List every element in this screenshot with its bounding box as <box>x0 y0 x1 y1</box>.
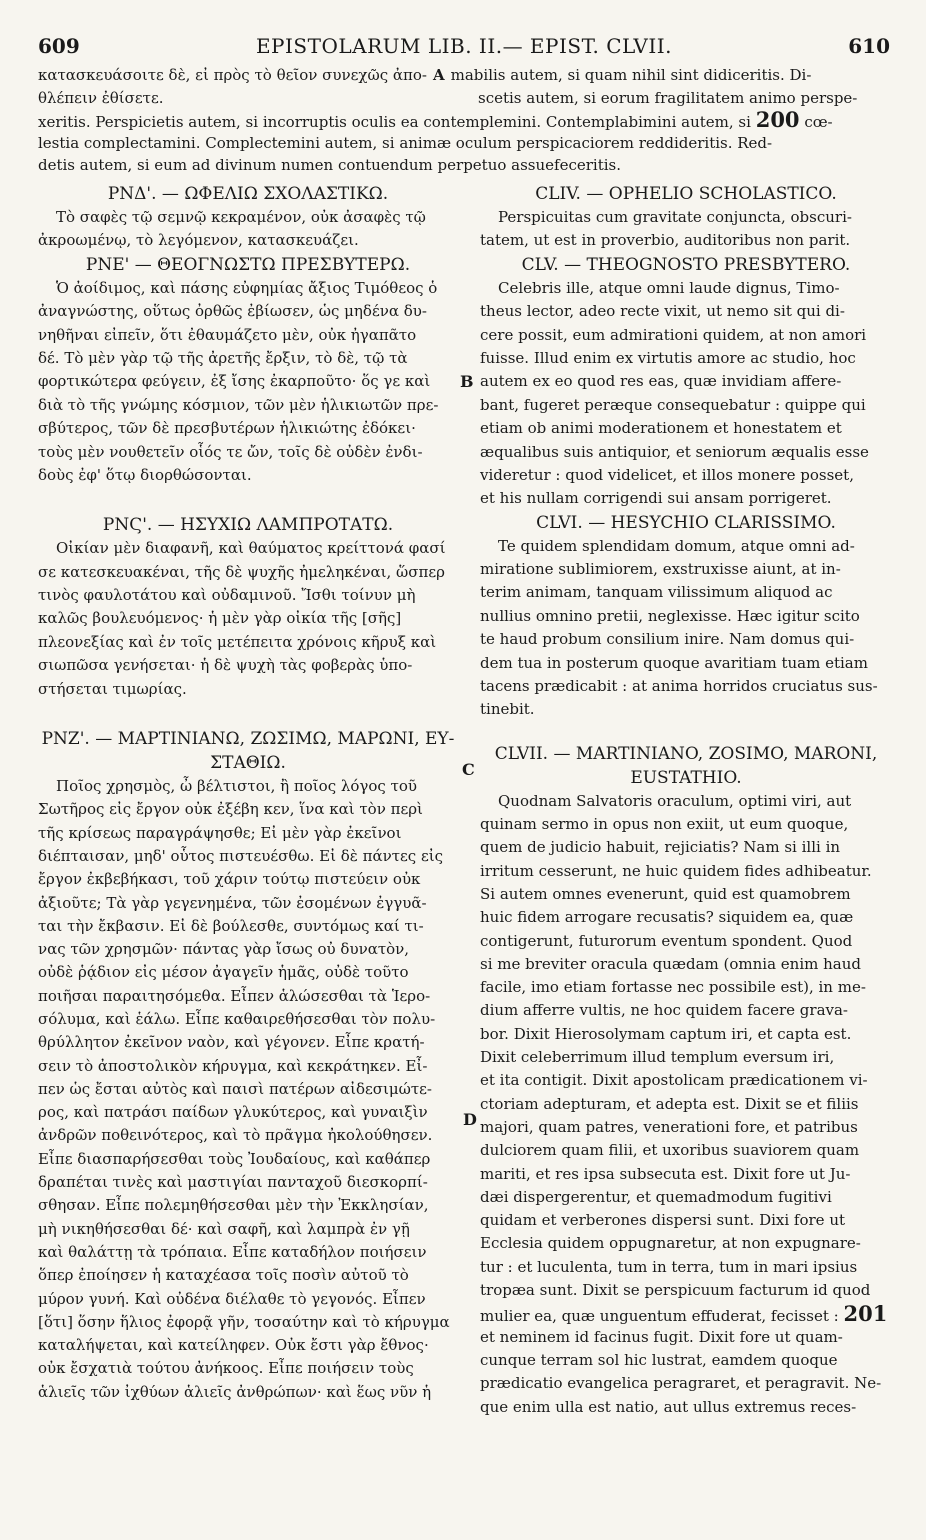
text-line: terim animam, tanquam vilissimum aliquod ac <box>480 583 833 602</box>
text-line: τῆς κρίσεως παραγράψησθε; Εἰ μὲν γὰρ ἐκεῖνοι <box>38 823 402 842</box>
text-line: cœ- <box>804 113 833 132</box>
text-line: dulciorem quam filii, et uxoribus suaviorem quam <box>480 1141 860 1160</box>
letter-heading-157-greek-cont: ΣΤΑΘΙΩ. <box>210 753 286 774</box>
text-line: νας τῶν χρησμῶν· πάντας γὰρ ἴσως οὐ δυνατὸν, <box>38 940 410 959</box>
text-line: καὶ θαλάττῃ τὰ τρόπαια. Εἶπε καταδήλον ποιήσειν <box>38 1242 427 1261</box>
letter-heading-155-latin: CLV. — THEOGNOSTO PRESBYTERO. <box>521 254 851 275</box>
text-line: θρύλλητον ἐκεῖνον ναὸν, καὶ γέγονεν. Εἶπε κρατή- <box>38 1033 425 1052</box>
text-line: detis autem, si eum ad divinum numen contuendum perpetuo assuefeceritis. <box>38 156 622 175</box>
text-line: οὐδὲ ῥᾴδιον εἰς μέσον ἀγαγεῖν ἡμᾶς, οὐδὲ τοῦτο <box>38 963 409 982</box>
text-line: lestia complectamini. Complectemini autem, si animæ oculum perspicaciorem reddideritis. Red- <box>38 133 773 152</box>
text-line: ὅπερ ἐποίησεν ἡ καταχέασα τοῖς ποσὶν αὐτοῦ τὸ <box>38 1266 409 1285</box>
text-line: videretur : quod videlicet, et illos monere posset, <box>480 465 854 484</box>
text-line: σιωπῶσα γενήσεται· ἡ δὲ ψυχὴ τὰς φοβερὰς ὑπο- <box>38 656 413 675</box>
text-line: scetis autem, si eorum fragilitatem animo perspe- <box>478 88 858 107</box>
text-line: quinam sermo in opus non exiit, ut eum quoque, <box>480 815 849 834</box>
text-line: καλῶς βουλευόμενος· ἡ μὲν γὰρ οἰκία τῆς [σῆς] <box>38 609 402 628</box>
text-line: στήσεται τιμωρίας. <box>38 679 187 698</box>
text-line: xeritis. Perspicietis autem, si incorruptis oculis ea contemplemini. Contemplabimini autem, si <box>38 113 751 132</box>
text-line: [ὅτι] ὅσην ἥλιος ἐφορᾷ γῆν, τοσαύτην καὶ τὸ κήρυγμα <box>38 1312 450 1331</box>
text-line: prædicatio evangelica peragraret, et peragravit. Ne- <box>480 1374 882 1393</box>
text-line: ἔργον ἐκβεβήκασι, τοῦ χάριν τούτῳ πιστεύειν οὐκ <box>38 870 421 889</box>
latin-column <box>480 182 892 1419</box>
text-line: bant, fugeret peræque consequebatur : quippe qui <box>480 395 866 414</box>
text-line: μύρον γυνή. Καὶ οὐδένα διέλαθε τὸ γεγονός. Εἶπεν <box>38 1289 426 1308</box>
text-line: Σωτῆρος εἰς ἔργον οὐκ ἐξέβη κεν, ἵνα καὶ τὸν περὶ <box>38 800 423 819</box>
text-line: facile, imo etiam fortasse nec possibile est), in me- <box>480 978 866 997</box>
text-line: quidam et verberones dispersi sunt. Dixi fore ut <box>480 1211 846 1230</box>
letter-heading-155-greek: ΡΝΕ' — ΘΕΟΓΝΩΣΤΩ ΠΡΕΣΒΥΤΕΡΩ. <box>85 254 411 275</box>
text-line: majori, quam patres, venerationi fore, et patribus <box>480 1117 858 1136</box>
text-line: quem de judicio habuit, rejiciatis? Nam si illi in <box>480 838 841 857</box>
text-line: ctoriam adepturam, et adepta est. Dixit se et filiis <box>480 1094 859 1113</box>
text-line: ποιῆσαι παραιτησόμεθα. Εἶπεν ἁλώσεσθαι τὰ Ἱερο- <box>38 986 431 1005</box>
text-line: Ὁ ἀοίδιμος, καὶ πάσης εὐφημίας ἄξιος Τιμόθεος ὁ <box>56 278 438 297</box>
greek-column <box>38 182 458 1404</box>
letter-heading-154-latin: CLIV. — OPHELIO SCHOLASTICO. <box>535 184 837 204</box>
text-line: nullius omnino pretii, neglexisse. Hæc igitur scito <box>480 606 860 625</box>
text-line: πεν ὡς ἔσται αὐτὸς καὶ παισὶ πατέρων αἰδεσιμώτε- <box>38 1079 432 1098</box>
text-line: miratione sublimiorem, exstruxisse aiunt, at in- <box>480 560 841 579</box>
text-line: δοὺς ἐφ' ὅτῳ διορθώσονται. <box>38 465 252 484</box>
text-line: et neminem id facinus fugit. Dixit fore ut quam- <box>480 1327 843 1346</box>
text-line: ἀκροωμένῳ, τὸ λεγόμενον, κατασκευάζει. <box>38 231 359 250</box>
text-line: irritum cesserunt, ne huic quidem fides adhibeatur. <box>480 861 872 880</box>
text-line: Ecclesia quidem oppugnaretur, at non expugnare- <box>480 1234 861 1253</box>
running-title: EPISTOLARUM LIB. II.— EPIST. CLVII. <box>255 34 673 58</box>
text-line: mulier ea, quæ unguentum effuderat, fecisset : <box>480 1307 839 1326</box>
text-line: δέ. Τὸ μὲν γὰρ τῷ τῆς ἀρετῆς ἔρξιν, τὸ δὲ, τῷ τὰ <box>38 348 408 367</box>
text-line: mariti, et res ipsa subsecuta est. Dixit fore ut Ju- <box>480 1164 851 1183</box>
text-line: Εἶπε διασπαρήσεσθαι τοὺς Ἰουδαίους, καὶ καθάπερ <box>38 1149 431 1168</box>
text-line: θλέπειν ἐθίσετε. <box>38 88 164 107</box>
text-line: κατασκευάσοιτε δὲ, εἰ πρὸς τὸ θεῖον συνεχῶς ἀπο- <box>38 66 427 84</box>
text-line: καταλήψεται, καὶ κατείληφεν. Οὐκ ἔστι γὰρ ἔθνος· <box>38 1336 429 1355</box>
text-line: πλεονεξίας καὶ ἐν τοῖς μετέπειτα χρόνοις κῆρυξ καὶ <box>38 632 437 651</box>
text-line: theus lector, adeo recte vixit, ut nemo sit qui di- <box>480 302 845 321</box>
text-line: Celebris ille, atque omni laude dignus, Timo- <box>498 278 840 297</box>
text-line: fuisse. Illud enim ex virtutis amore ac studio, hoc <box>480 348 856 367</box>
margin-marker-c: C <box>462 760 475 779</box>
text-line: σθησαν. Εἶπε πολεμηθήσεσθαι μὲν τὴν Ἐκκλησίαν, <box>38 1196 429 1215</box>
text-line: νηθῆναι εἰπεῖν, ὅτι ἐθαυμάζετο μὲν, οὐκ ἠγαπᾶτο <box>38 325 417 344</box>
column-number-201: 201 <box>843 1301 888 1327</box>
text-line: ται τὴν ἔκβασιν. Εἰ δὲ βούλεσθε, συντόμως καί τι- <box>38 916 424 935</box>
text-line: dium afferre vultis, ne hoc quidem facere grava- <box>480 1001 848 1020</box>
text-line: contigerunt, futurorum eventum spondent. Quod <box>480 931 853 950</box>
text-line: dæi dispergerentur, et quemadmodum fugitivi <box>480 1187 832 1206</box>
text-line: ρος, καὶ πατράσι παίδων γλυκύτερος, καὶ γυναιξὶν <box>38 1103 428 1122</box>
text-line: tacens prædicabit : at anima horridos cruciatus sus- <box>480 677 878 696</box>
text-line: æqualibus suis antiquior, et seniorum æqualis esse <box>480 442 869 461</box>
text-line: cunque terram sol hic lustrat, eamdem quoque <box>480 1350 838 1369</box>
margin-marker-d: D <box>463 1110 477 1129</box>
text-line: bor. Dixit Hierosolymam captum iri, et capta est. <box>480 1024 852 1043</box>
continuation-text <box>38 64 890 177</box>
text-line: tur : et luculenta, tum in terra, tum in mari ipsius <box>480 1257 858 1276</box>
column-number-200: 200 <box>755 107 800 133</box>
text-line: et his nullam corrigendi sui ansam porrigeret. <box>480 489 832 508</box>
letter-heading-157-latin-cont: EUSTATHIO. <box>630 767 742 788</box>
text-line: ἀναγνώστης, οὕτως ὀρθῶς ἐβίωσεν, ὡς μηδένα δυ- <box>38 302 427 321</box>
margin-marker-a: A <box>433 66 445 84</box>
text-line: δραπέται τινὲς καὶ μαστιγίαι πανταχοῦ διεσκορπί- <box>38 1173 428 1192</box>
text-line: Dixit celeberrimum illud templum eversum iri, <box>480 1048 835 1067</box>
text-line: μὴ νικηθήσεσθαι δέ· καὶ σαφῆ, καὶ λαμπρὰ ἐν γῇ <box>38 1219 410 1238</box>
margin-marker-b: B <box>460 372 474 391</box>
page-number-right: 610 <box>848 34 890 58</box>
text-line: tropæa sunt. Dixit se perspicuum facturum id quod <box>480 1281 871 1300</box>
text-line: τοὺς μὲν νουθετεῖν οἷός τε ὤν, τοῖς δὲ οὐδὲν ἐνδι- <box>38 442 423 461</box>
page-number-left: 609 <box>38 34 80 58</box>
text-line: tinebit. <box>480 700 535 719</box>
text-line: Οἰκίαν μὲν διαφανῆ, καὶ θαύματος κρείττονά φασί <box>56 539 446 558</box>
text-line: etiam ob animi moderationem et honestatem et <box>480 419 842 438</box>
letter-heading-156-greek: ΡΝϚ'. — ΗΣΥΧΙΩ ΛΑΜΠΡΟΤΑΤΩ. <box>102 515 394 536</box>
text-line: σόλυμα, καὶ ἑάλω. Εἶπε καθαιρεθήσεσθαι τὸν πολυ- <box>38 1010 436 1028</box>
text-line: tatem, ut est in proverbio, auditoribus non parit. <box>480 231 851 250</box>
text-line: Quodnam Salvatoris oraculum, optimi viri, aut <box>498 791 852 810</box>
text-line: Τὸ σαφὲς τῷ σεμνῷ κεκραμένον, οὐκ ἀσαφὲς τῷ <box>56 208 426 226</box>
text-line: te haud probum consilium inire. Nam domus qui- <box>480 630 855 649</box>
text-line: διὰ τὸ τῆς γνώμης κόσμιον, τῶν μὲν ἡλικιωτῶν πρε- <box>38 395 439 414</box>
text-line: Perspicuitas cum gravitate conjuncta, obscuri- <box>498 208 852 226</box>
letter-heading-156-latin: CLVI. — HESYCHIO CLARISSIMO. <box>536 512 836 533</box>
text-line: ἀνδρῶν ποθεινότερος, καὶ τὸ πρᾶγμα ἠκολούθησεν. <box>38 1126 433 1145</box>
text-line: que enim ulla est natio, aut ullus extremus reces- <box>480 1397 857 1416</box>
text-line: Ποῖος χρησμὸς, ὦ βέλτιστοι, ἢ ποῖος λόγος τοῦ <box>56 777 418 796</box>
letter-heading-154-greek: ΡΝΔ'. — ΩΦΕΛΙΩ ΣΧΟΛΑΣΤΙΚΩ. <box>107 184 389 204</box>
text-line: et ita contigit. Dixit apostolicam prædicationem vi- <box>480 1071 868 1090</box>
text-line: Si autem omnes evenerunt, quid est quamobrem <box>480 885 851 903</box>
text-line: τινὸς φαυλοτάτου καὶ οὐδαμινοῦ. Ἴσθι τοίνυν μὴ <box>38 586 416 605</box>
text-line: ἁλιεῖς τῶν ἰχθύων ἁλιεῖς ἀνθρώπων· καὶ ἕως νῦν ἡ <box>38 1382 432 1401</box>
text-line: mabilis autem, si quam nihil sint didiceritis. Di- <box>450 66 812 84</box>
text-line: σειν τὸ ἀποστολικὸν κήρυγμα, καὶ κεκράτηκεν. Εἶ- <box>38 1056 428 1075</box>
text-line: si me breviter oracula quædam (omnia enim haud <box>480 954 861 973</box>
letter-heading-157-latin: CLVII. — MARTINIANO, ZOSIMO, MARONI, <box>494 743 878 764</box>
text-line: cere possit, eum admirationi quidem, at non amori <box>480 325 867 344</box>
text-line: autem ex eo quod res eas, quæ invidiam affere- <box>480 372 842 391</box>
text-line: οὐκ ἔσχατιὰ τούτου ἀνήκοος. Εἶπε ποιήσειν τοὺς <box>38 1359 414 1378</box>
text-line: huic fidem arrogare recusatis? siquidem ea, quæ <box>480 908 854 927</box>
letter-heading-157-greek: ΡΝΖ'. — ΜΑΡΤΙΝΙΑΝΩ, ΖΩΣΙΜΩ, ΜΑΡΩΝΙ, ΕΥ- <box>41 729 455 750</box>
text-line: ἀξιοῦτε; Τὰ γὰρ γεγενημένα, τῶν ἐσομένων ἐγγυᾶ- <box>38 893 427 912</box>
text-line: σε κατεσκευακέναι, τῆς δὲ ψυχῆς ἠμεληκέναι, ὥσπερ <box>38 562 445 581</box>
text-line: Te quidem splendidam domum, atque omni ad- <box>498 536 855 555</box>
page-header <box>38 34 890 60</box>
text-line: σβύτερος, τῶν δὲ πρεσβυτέρων ἡλικιώτης ἐδόκει· <box>38 419 416 438</box>
text-line: dem tua in posterum quoque avaritiam tuam etiam <box>480 653 868 672</box>
text-line: διέπταισαν, μηδ' οὗτος πιστευέσθω. Εἰ δὲ πάντες εἰς <box>38 846 443 865</box>
text-line: φορτικώτερα φεύγειν, ἐξ ἴσης ἐκαρποῦτο· ὅς γε καὶ <box>38 372 431 391</box>
